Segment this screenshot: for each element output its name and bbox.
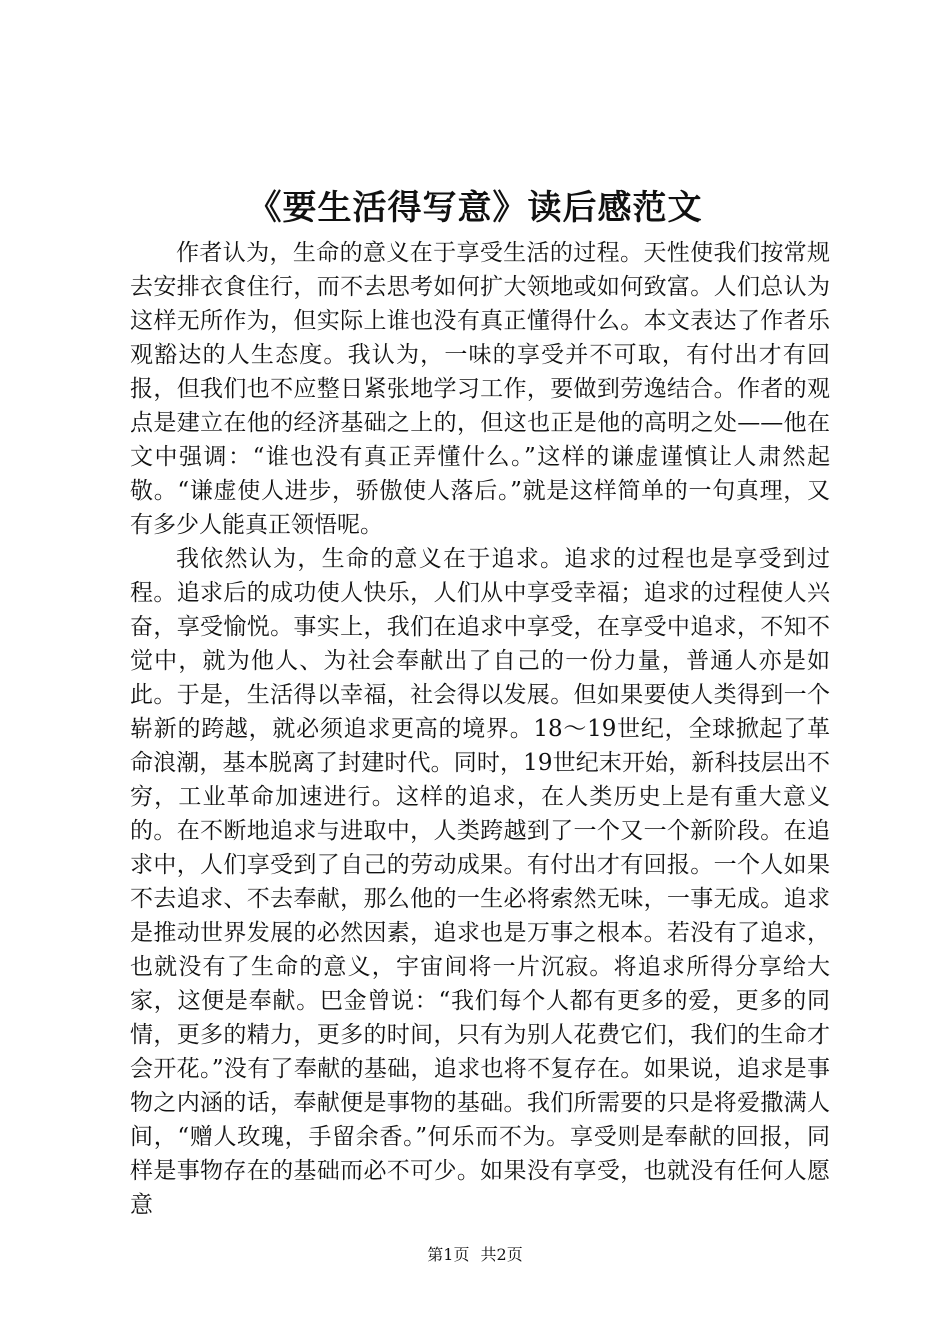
document-title: 《要生活得写意》读后感范文 bbox=[247, 188, 703, 228]
paragraph-1: 作者认为，生命的意义在于享受生活的过程。天性使我们按常规去安排衣食住行，而不去思考如何扩大领地或如何致富。人们总认为这样无所作为，但实际上谁也没有真正懂得什么。本文表达了作者乐观豁达的人生态度。我认为，一味的享受并不可取，有付出才有回报，但我们也不应整日紧张地学习工作，要做到劳逸结合。作者的观点是建立在他的经济基础之上的，但这也正是他的高明之处——他在文中强调：“谁也没有真正弄懂什么。”这样的谦虚谨慎让人肃然起敬。“谦虚使人进步，骄傲使人落后。”就是这样简单的一句真理，又有多少人能真正领悟呢。 bbox=[130, 240, 830, 538]
document-body bbox=[130, 236, 830, 1222]
paragraph-2: 我依然认为，生命的意义在于追求。追求的过程也是享受到过程。追求后的成功使人快乐，人们从中享受幸福；追求的过程使人兴奋，享受愉悦。事实上，我们在追求中享受，在享受中追求，不知不觉中，就为他人、为社会奉献出了自己的一份力量，普通人亦是如此。于是，生活得以幸福，社会得以发展。但如果要使人类得到一个崭新的跨越，就必须追求更高的境界。18～19世纪，全球掀起了革命浪潮，基本脱离了封建时代。同时，19世纪末开始，新科技层出不穷，工业革命加速进行。这样的追求，在人类历史上是有重大意义的。在不断地追求与进取中，人类跨越到了一个又一个新阶段。在追求中，人们享受到了自己的劳动成果。有付出才有回报。一个人如果不去追求、不去奉献，那么他的一生必将索然无味，一事无成。追求是推动世界发展的必然因素，追求也是万事之根本。若没有了追求，也就没有了生命的意义，宇宙间将一片沉寂。将追求所得分享给大家，这便是奉献。巴金曾说：“我们每个人都有更多的爱，更多的同情，更多的精力，更多的时间，只有为别人花费它们，我们的生命才会开花。”没有了奉献的基础，追求也将不复存在。如果说，追求是事物之内涵的话，奉献便是事物的基础。我们所需要的只是将爱撒满人间，“赠人玫瑰，手留余香。”何乐而不为。享受则是奉献的回报，同样是事物存在的基础而必不可少。如果没有享受，也就没有任何人愿意 bbox=[130, 546, 830, 1218]
page-total: 共2页 bbox=[480, 1245, 523, 1264]
page-number: 第1页 bbox=[427, 1245, 470, 1264]
page-footer bbox=[0, 1243, 950, 1267]
